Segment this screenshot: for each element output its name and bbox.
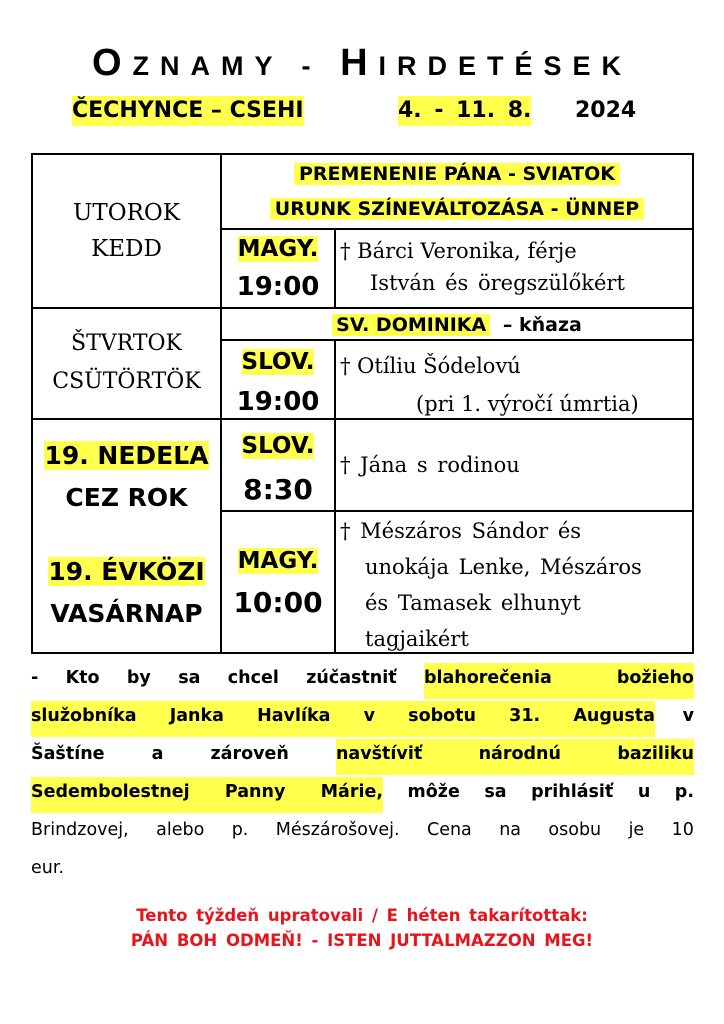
schedule-table bbox=[31, 153, 694, 654]
day-sk-sunday-line2: CEZ ROK bbox=[65, 483, 188, 512]
day-hu-thursday: CSÜTÖRTÖK bbox=[52, 369, 201, 394]
date-range: 4. - 11. 8. bbox=[398, 96, 531, 126]
notice-word: v bbox=[363, 706, 375, 726]
notice-word: navštíviť bbox=[335, 744, 423, 764]
day-sunday-sk bbox=[33, 435, 220, 519]
day-hu-sunday-line1: 19. ÉVKÖZI bbox=[48, 557, 205, 586]
feast-tuesday bbox=[222, 157, 692, 227]
notice-word: sa bbox=[178, 668, 201, 688]
day-sk-tuesday: UTOROK bbox=[73, 200, 180, 226]
notice-line bbox=[31, 739, 694, 775]
notice-highlight bbox=[424, 663, 694, 699]
notice-word: národnú bbox=[478, 744, 561, 764]
language-thursday: SLOV. bbox=[241, 349, 315, 375]
feast-hu-tuesday: URUNK SZÍNEVÁLTOZÁSA - ÜNNEP bbox=[270, 198, 644, 220]
notice-line bbox=[31, 777, 694, 813]
feast-sk-tuesday: PREMENENIE PÁNA - SVIATOK bbox=[294, 163, 620, 185]
feast-rank-thursday: – kňaza bbox=[502, 314, 582, 336]
notice-line bbox=[31, 701, 694, 737]
mass-time-tuesday bbox=[222, 231, 334, 305]
notice-word: blahorečenia bbox=[423, 668, 552, 688]
notice-word: Sedembolestnej bbox=[31, 782, 190, 802]
notice-word: Mészárošovej. bbox=[275, 820, 400, 840]
column-divider-time-2 bbox=[334, 340, 336, 652]
intention-sunday-2-line2: unokája Lenke, Mészáros bbox=[365, 555, 642, 579]
year: 2024 bbox=[575, 98, 637, 123]
notice-word: Cena bbox=[426, 820, 472, 840]
notice-line bbox=[31, 853, 694, 889]
day-tuesday bbox=[33, 195, 220, 267]
notice-word: alebo bbox=[156, 820, 205, 840]
time-tuesday: 19:00 bbox=[236, 272, 320, 302]
notice-word: p. bbox=[674, 782, 694, 802]
language-tuesday: MAGY. bbox=[237, 236, 319, 262]
parish-name: ČECHYNCE – CSEHI bbox=[72, 96, 304, 126]
notice-word: baziliku bbox=[617, 744, 694, 764]
feast-thursday bbox=[222, 310, 692, 340]
language-sunday-1: SLOV. bbox=[241, 433, 315, 459]
notice-word: p. bbox=[231, 820, 249, 840]
notice-word: prihlásiť bbox=[531, 782, 614, 802]
notice-word: Havlíka bbox=[257, 706, 331, 726]
mass-time-thursday bbox=[222, 343, 334, 421]
notice-line bbox=[31, 663, 694, 699]
notice-word: eur. bbox=[31, 858, 65, 878]
notice-word: je bbox=[628, 820, 645, 840]
language-sunday-2: MAGY. bbox=[237, 548, 319, 574]
day-hu-tuesday: KEDD bbox=[91, 236, 162, 262]
notice-word: Janka bbox=[169, 706, 224, 726]
title-hu: HIRDETÉSEK bbox=[340, 42, 633, 84]
intention-sunday-2 bbox=[340, 513, 642, 657]
notice-word: na bbox=[499, 820, 522, 840]
row-divider-tuesday bbox=[31, 307, 694, 309]
notice-word: božieho bbox=[616, 668, 694, 688]
notice-word: zúčastniť bbox=[306, 668, 397, 688]
notice-word: Šaštíne bbox=[31, 744, 105, 764]
footer-line2: PÁN BOH ODMEŇ! - ISTEN JUTTALMAZZON MEG! bbox=[130, 931, 594, 950]
notice-word: služobníka bbox=[31, 706, 137, 726]
notice-word: môže bbox=[407, 782, 460, 802]
notice-word: Márie, bbox=[320, 782, 383, 802]
notice-highlight bbox=[336, 739, 694, 775]
notice-word: zároveň bbox=[210, 744, 289, 764]
intention-sunday-2-line4: tagjaikért bbox=[365, 627, 469, 651]
notice-word: - bbox=[31, 668, 39, 688]
notice-word: osobu bbox=[548, 820, 602, 840]
intention-tuesday bbox=[340, 235, 625, 299]
cleaning-thanks bbox=[0, 903, 724, 953]
intention-thursday-line2: (pri 1. výročí úmrtia) bbox=[416, 392, 639, 416]
intention-sunday-1: † Jána s rodinou bbox=[340, 453, 520, 477]
footer-line1: Tento týždeň upratovali / E héten takarítottak: bbox=[136, 906, 588, 925]
time-thursday: 19:00 bbox=[236, 387, 320, 417]
intention-sunday-2-line1: † Mészáros Sándor és bbox=[340, 519, 582, 543]
notice-word: Kto bbox=[65, 668, 100, 688]
intention-tuesday-line1: † Bárci Veronika, férje bbox=[340, 239, 577, 263]
notice-word: by bbox=[126, 668, 151, 688]
intention-thursday-line1: † Otíliu Šódelovú bbox=[340, 354, 521, 378]
time-sunday-1: 8:30 bbox=[243, 473, 313, 506]
mass-time-sunday-2 bbox=[222, 541, 334, 623]
intention-thursday bbox=[340, 347, 639, 423]
notice-word: 10 bbox=[671, 820, 694, 840]
title-separator: - bbox=[301, 51, 322, 81]
title-sk: OZNAMY bbox=[91, 42, 284, 84]
notice-word: u bbox=[637, 782, 651, 802]
mass-time-sunday-1 bbox=[222, 425, 334, 511]
notice-word: v bbox=[682, 706, 694, 726]
feast-name-thursday: SV. DOMINIKA bbox=[332, 314, 490, 336]
time-sunday-2: 10:00 bbox=[233, 586, 323, 619]
notice-word: Brindzovej, bbox=[31, 820, 129, 840]
notice-word: a bbox=[151, 744, 164, 764]
table-border-top bbox=[31, 153, 694, 155]
intention-sunday-2-line3: és Tamasek elhunyt bbox=[365, 591, 581, 615]
intention-tuesday-line2: István és öregszülőkért bbox=[370, 271, 625, 295]
day-sk-sunday-line1: 19. NEDEĽA bbox=[44, 441, 209, 470]
column-divider-time-1 bbox=[334, 228, 336, 308]
page-title bbox=[0, 42, 724, 85]
day-sunday-hu bbox=[33, 551, 220, 635]
notice-line bbox=[31, 815, 694, 851]
notice-word: chcel bbox=[227, 668, 279, 688]
day-hu-sunday-line2: VASÁRNAP bbox=[50, 599, 203, 628]
notice-word: sobotu bbox=[408, 706, 476, 726]
notice-word: Panny bbox=[224, 782, 286, 802]
notice-word: Augusta bbox=[573, 706, 655, 726]
row-divider-feast1 bbox=[220, 228, 694, 230]
day-thursday bbox=[33, 325, 220, 401]
notice-highlight bbox=[31, 701, 655, 737]
notice-word: 31. bbox=[509, 706, 541, 726]
day-sk-thursday: ŠTVRTOK bbox=[71, 331, 182, 356]
notice-highlight bbox=[31, 777, 383, 813]
notice-word: sa bbox=[484, 782, 507, 802]
